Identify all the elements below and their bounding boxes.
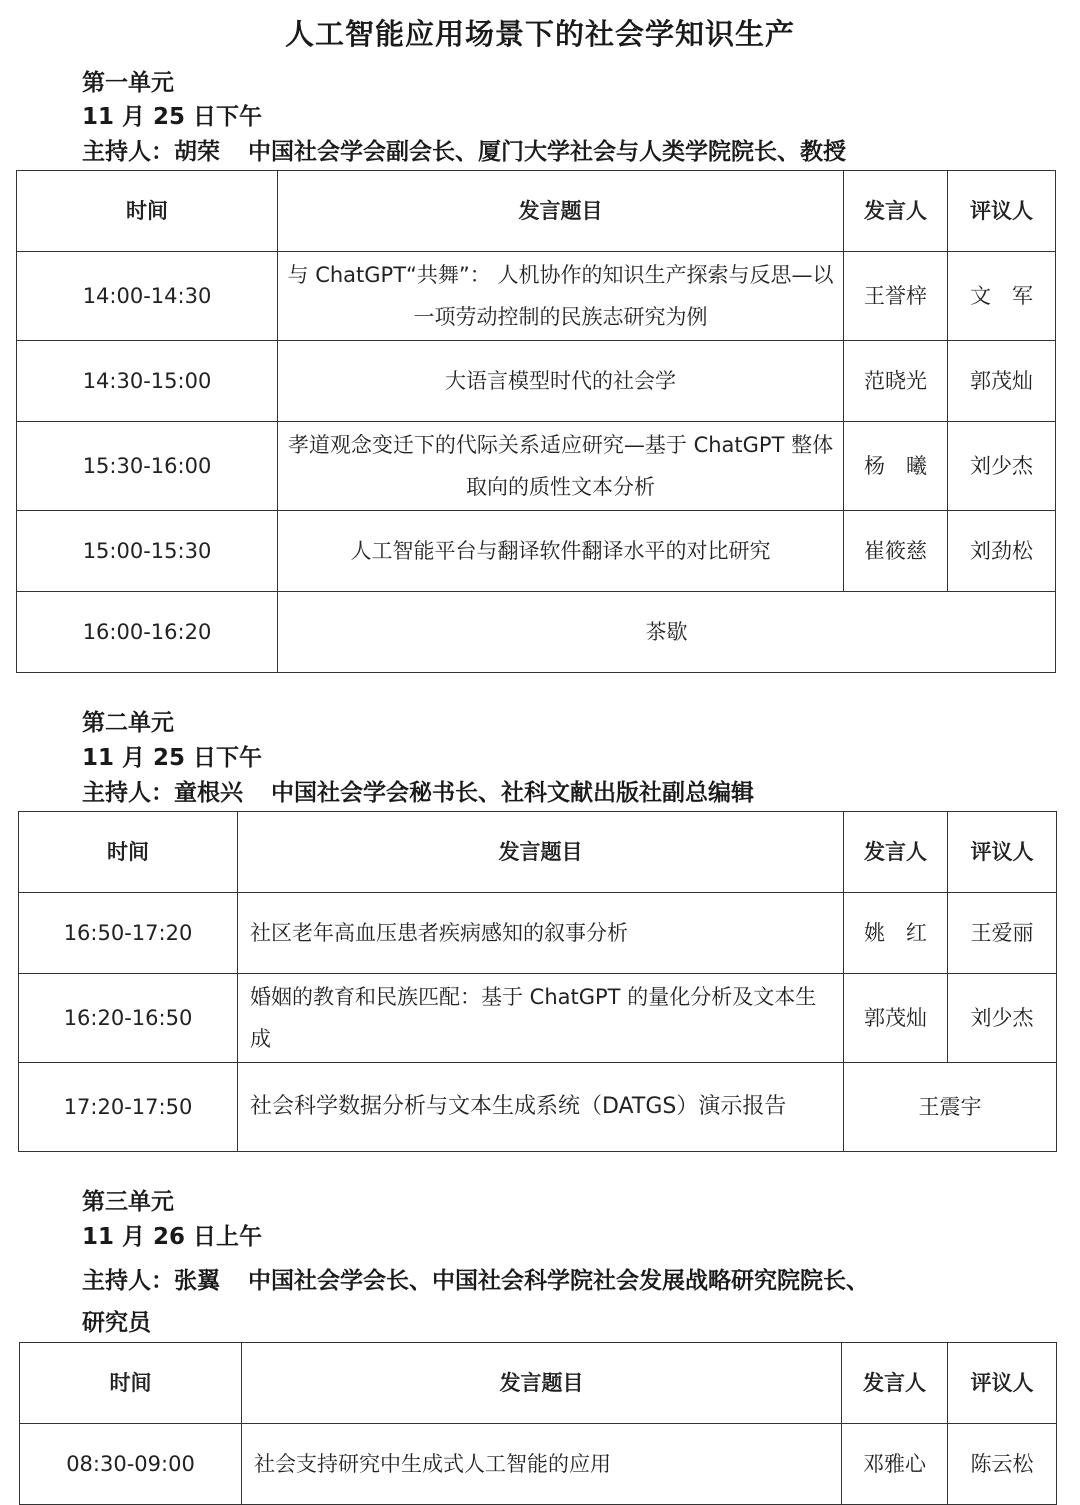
table-row: [17, 341, 1056, 422]
unit-3-host: [82, 1264, 869, 1298]
header-speaker: 发言人: [844, 171, 948, 252]
header-speaker: 发言人: [844, 812, 948, 893]
speaker-cell: 王震宇: [844, 1063, 1057, 1152]
topic-cell: 社区老年高血压患者疾病感知的叙事分析: [238, 893, 844, 974]
time-cell: 16:00-16:20: [17, 592, 278, 673]
topic-cell: 社会支持研究中生成式人工智能的应用: [242, 1424, 842, 1505]
header-topic: 发言题目: [278, 171, 844, 252]
table-header-row: [19, 812, 1057, 893]
time-cell: 17:20-17:50: [19, 1063, 238, 1152]
host-name: 胡荣: [174, 139, 220, 165]
table-row: [19, 893, 1057, 974]
unit-1-date: 11 月 25 日下午: [82, 104, 263, 130]
table-row: [17, 422, 1056, 511]
unit-3-schedule-table: [19, 1342, 1057, 1505]
unit-1-name: 第一单元: [82, 70, 174, 96]
page-title: 人工智能应用场景下的社会学知识生产: [284, 17, 795, 51]
time-cell: 16:20-16:50: [19, 974, 238, 1063]
host-title: 中国社会学会长、中国社会科学院社会发展战略研究院院长、: [248, 1268, 869, 1294]
table-row: [19, 1063, 1057, 1152]
table-row: [19, 974, 1057, 1063]
unit-2-date: 11 月 25 日下午: [82, 745, 263, 771]
header-commentator: 评议人: [948, 1343, 1057, 1424]
unit-2-host: [82, 776, 754, 810]
unit-3-name: 第三单元: [82, 1189, 174, 1215]
time-cell: 08:30-09:00: [20, 1424, 242, 1505]
table-row: [17, 252, 1056, 341]
commentator-cell: 刘少杰: [948, 422, 1056, 511]
header-speaker: 发言人: [842, 1343, 948, 1424]
speaker-cell: 王誉梓: [844, 252, 948, 341]
speaker-cell: 杨 曦: [844, 422, 948, 511]
header-topic: 发言题目: [242, 1343, 842, 1424]
table-header-row: [20, 1343, 1057, 1424]
time-cell: 14:30-15:00: [17, 341, 278, 422]
unit-1-host: [82, 135, 846, 169]
host-label: 主持人：: [82, 780, 174, 806]
host-name: 童根兴: [174, 780, 243, 806]
table-header-row: [17, 171, 1056, 252]
header-commentator: 评议人: [948, 171, 1056, 252]
table-row-break: [17, 592, 1056, 673]
host-label: 主持人：: [82, 139, 174, 165]
commentator-cell: 刘少杰: [948, 974, 1057, 1063]
header-commentator: 评议人: [948, 812, 1057, 893]
speaker-cell: 郭茂灿: [844, 974, 948, 1063]
commentator-cell: 刘劲松: [948, 511, 1056, 592]
commentator-cell: 陈云松: [948, 1424, 1057, 1505]
host-title: 中国社会学会副会长、厦门大学社会与人类学院院长、教授: [248, 139, 846, 165]
topic-cell: 人工智能平台与翻译软件翻译水平的对比研究: [278, 511, 844, 592]
topic-cell: 大语言模型时代的社会学: [278, 341, 844, 422]
time-cell: 15:00-15:30: [17, 511, 278, 592]
header-topic: 发言题目: [238, 812, 844, 893]
topic-cell: 孝道观念变迁下的代际关系适应研究—基于 ChatGPT 整体取向的质性文本分析: [278, 422, 844, 511]
unit-2-schedule-table: [18, 811, 1057, 1152]
unit-3-host-cont: 研究员: [82, 1310, 151, 1336]
unit-3-date: 11 月 26 日上午: [82, 1224, 263, 1250]
commentator-cell: 郭茂灿: [948, 341, 1056, 422]
speaker-cell: 范晓光: [844, 341, 948, 422]
speaker-cell: 崔筱慈: [844, 511, 948, 592]
time-cell: 15:30-16:00: [17, 422, 278, 511]
unit-1-schedule-table: [16, 170, 1056, 673]
topic-cell: 社会科学数据分析与文本生成系统（DATGS）演示报告: [238, 1063, 844, 1152]
topic-cell: 婚姻的教育和民族匹配：基于 ChatGPT 的量化分析及文本生成: [238, 974, 844, 1063]
header-time: 时间: [17, 171, 278, 252]
header-time: 时间: [19, 812, 238, 893]
header-time: 时间: [20, 1343, 242, 1424]
host-label: 主持人：: [82, 1268, 174, 1294]
commentator-cell: 王爱丽: [948, 893, 1057, 974]
topic-cell: 与 ChatGPT“共舞”： 人机协作的知识生产探索与反思—以一项劳动控制的民族志研究为例: [278, 252, 844, 341]
speaker-cell: 姚 红: [844, 893, 948, 974]
table-row: [17, 511, 1056, 592]
break-cell: 茶歇: [278, 592, 1056, 673]
speaker-cell: 邓雅心: [842, 1424, 948, 1505]
commentator-cell: 文 军: [948, 252, 1056, 341]
host-title: 中国社会学会秘书长、社科文献出版社副总编辑: [271, 780, 754, 806]
unit-2-name: 第二单元: [82, 710, 174, 736]
time-cell: 16:50-17:20: [19, 893, 238, 974]
time-cell: 14:00-14:30: [17, 252, 278, 341]
table-row: [20, 1424, 1057, 1505]
host-name: 张翼: [174, 1268, 220, 1294]
